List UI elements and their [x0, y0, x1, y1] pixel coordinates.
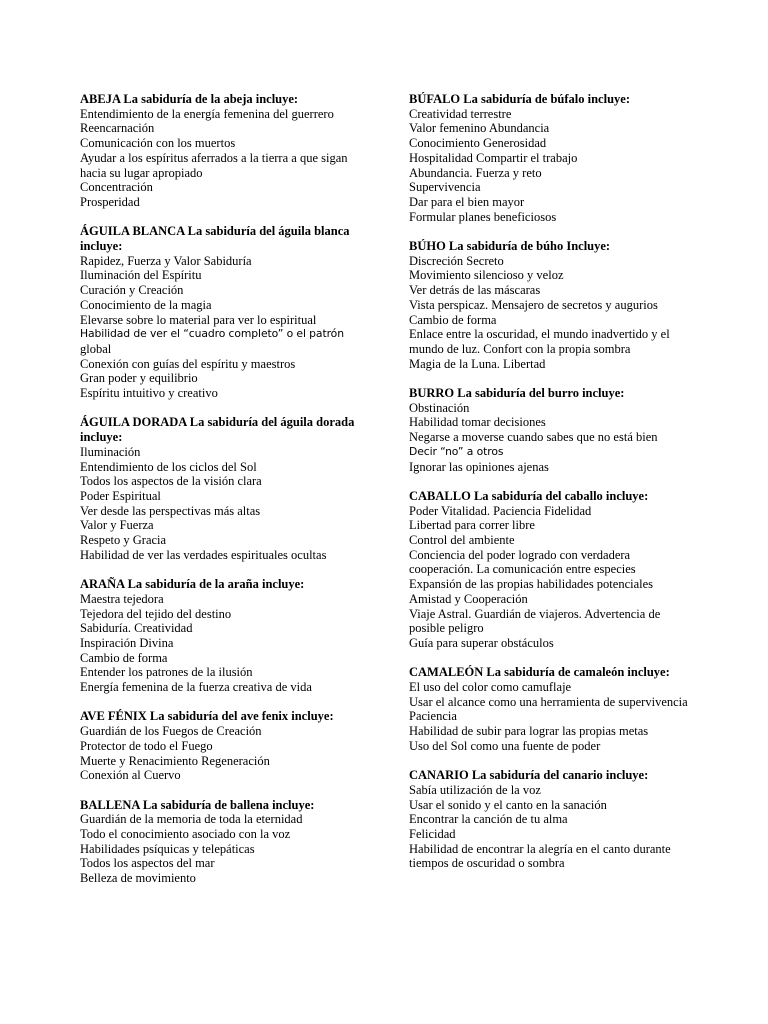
list-item: global — [80, 341, 112, 356]
list-item: hacia su lugar apropiado — [80, 165, 203, 180]
section-title-continued: incluye: — [80, 239, 123, 254]
section-title: ÁGUILA DORADA La sabiduría del águila dorada — [80, 415, 355, 430]
list-item: Cambio de forma — [80, 650, 168, 665]
list-item: Expansión de las propias habilidades potenciales — [409, 577, 654, 592]
list-item: Viaje Astral. Guardián de viajeros. Advertencia de — [409, 606, 661, 621]
section-title: CANARIO La sabiduría del canario incluye: — [409, 768, 649, 783]
list-item: Supervivencia — [409, 180, 481, 195]
list-item: Ver detrás de las máscaras — [409, 283, 541, 298]
section-caballo — [409, 489, 709, 651]
list-item: Guardián de la memoria de toda la eternidad — [80, 812, 303, 827]
list-item: Habilidad de ver las verdades espirituales ocultas — [80, 547, 327, 562]
list-item: Habilidades psíquicas y telepáticas — [80, 841, 255, 856]
list-item: Control del ambiente — [409, 533, 515, 548]
list-item: Iluminación — [80, 444, 141, 459]
list-item: cooperación. La comunicación entre especies — [409, 562, 636, 577]
section-title: ABEJA La sabiduría de la abeja incluye: — [80, 92, 299, 106]
section-title: AVE FÉNIX La sabiduría del ave fenix incluye: — [80, 709, 334, 724]
list-item: Iluminación del Espíritu — [80, 268, 202, 283]
list-item: Magia de la Luna. Libertad — [409, 356, 546, 371]
section-aguila-dorada — [80, 415, 380, 562]
list-item: posible peligro — [409, 621, 484, 636]
section-title: BÚFALO La sabiduría de búfalo incluye: — [409, 92, 630, 106]
list-item: Comunicación con los muertos — [80, 136, 236, 151]
list-item: Paciencia — [409, 709, 457, 724]
list-item: Energía femenina de la fuerza creativa de vida — [80, 680, 312, 695]
list-item: Guía para superar obstáculos — [409, 635, 554, 650]
list-item: Usar el sonido y el canto en la sanación — [409, 797, 607, 812]
list-item: Decir “no” a otros — [409, 444, 504, 458]
list-item: Habilidad de ver el “cuadro completo” o el patrón — [80, 327, 344, 341]
list-item: Habilidad de encontrar la alegría en el canto durante — [409, 841, 671, 856]
list-item: Prosperidad — [80, 194, 140, 209]
list-item: Concentración — [80, 180, 153, 195]
list-item: Discreción Secreto — [409, 253, 504, 268]
section-ave-fenix — [80, 709, 380, 783]
list-item: Protector de todo el Fuego — [80, 738, 213, 753]
list-item: Habilidad de subir para lograr las propias metas — [409, 724, 649, 739]
section-title: BURRO La sabiduría del burro incluye: — [409, 386, 625, 401]
section-abeja — [80, 92, 380, 210]
list-item: Todos los aspectos de la visión clara — [80, 474, 262, 489]
section-camaleon — [409, 665, 709, 753]
section-title: CAMALEÓN La sabiduría de camaleón incluye: — [409, 665, 670, 680]
list-item: Poder Espiritual — [80, 488, 161, 503]
section-title-continued: incluye: — [80, 430, 123, 445]
list-item: Habilidad tomar decisiones — [409, 415, 546, 430]
list-item: Abundancia. Fuerza y reto — [409, 165, 542, 180]
list-item: Entendimiento de la energía femenina del guerrero — [80, 106, 334, 121]
list-item: Libertad para correr libre — [409, 518, 535, 533]
list-item: Uso del Sol como una fuente de poder — [409, 738, 601, 753]
left-column — [80, 92, 380, 901]
list-item: Tejedora del tejido del destino — [80, 606, 232, 621]
list-item: Formular planes beneficiosos — [409, 209, 557, 224]
list-item: Inspiración Divina — [80, 635, 174, 650]
list-item: El uso del color como camuflaje — [409, 680, 572, 695]
list-item: Entender los patrones de la ilusión — [80, 665, 253, 680]
list-item: Elevarse sobre lo material para ver lo espiritual — [80, 312, 317, 327]
list-item: Valor femenino Abundancia — [409, 121, 550, 136]
list-item: Creatividad terrestre — [409, 106, 512, 121]
list-item: Dar para el bien mayor — [409, 194, 525, 209]
section-canario — [409, 768, 709, 871]
list-item: Enlace entre la oscuridad, el mundo inadvertido y el — [409, 327, 670, 342]
list-item: Valor y Fuerza — [80, 518, 154, 533]
list-item: Felicidad — [409, 827, 456, 842]
list-item: Poder Vitalidad. Paciencia Fidelidad — [409, 503, 592, 518]
list-item: Muerte y Renacimiento Regeneración — [80, 753, 270, 768]
section-aguila-blanca — [80, 224, 380, 400]
list-item: Reencarnación — [80, 121, 155, 136]
list-item: Encontrar la canción de tu alma — [409, 812, 568, 827]
list-item: Ver desde las perspectivas más altas — [80, 503, 261, 518]
list-item: tiempos de oscuridad o sombra — [409, 856, 565, 871]
list-item: Respeto y Gracia — [80, 533, 167, 548]
list-item: Conocimiento de la magia — [80, 297, 212, 312]
list-item: Todo el conocimiento asociado con la voz — [80, 827, 291, 842]
list-item: Belleza de movimiento — [80, 871, 196, 886]
section-arana — [80, 577, 380, 695]
list-item: Sabía utilización de la voz — [409, 782, 541, 797]
list-item: Ignorar las opiniones ajenas — [409, 459, 549, 474]
list-item: Obstinación — [409, 400, 470, 415]
list-item: Ayudar a los espíritus aferrados a la tierra a que sigan — [80, 150, 348, 165]
list-item: Sabiduría. Creatividad — [80, 621, 193, 636]
section-burro — [409, 386, 709, 474]
list-item: Hospitalidad Compartir el trabajo — [409, 150, 578, 165]
list-item: Conexión con guías del espíritu y maestros — [80, 356, 296, 371]
list-item: Vista perspicaz. Mensajero de secretos y augurios — [409, 297, 658, 312]
list-item: Conciencia del poder logrado con verdadera — [409, 547, 631, 562]
section-title: BALLENA La sabiduría de ballena incluye: — [80, 797, 315, 812]
list-item: Curación y Creación — [80, 283, 184, 298]
list-item: Amistad y Cooperación — [409, 591, 528, 606]
list-item: Movimiento silencioso y veloz — [409, 268, 564, 283]
list-item: Maestra tejedora — [80, 591, 164, 606]
list-item: Todos los aspectos del mar — [80, 856, 215, 871]
list-item: Usar el alcance como una herramienta de supervivencia — [409, 694, 688, 709]
section-bufalo — [409, 92, 709, 224]
section-title: ÁGUILA BLANCA La sabiduría del águila blanca — [80, 224, 350, 239]
section-title: ARAÑA La sabiduría de la araña incluye: — [80, 577, 305, 592]
list-item: Guardián de los Fuegos de Creación — [80, 724, 262, 739]
section-buho — [409, 239, 709, 371]
list-item: Cambio de forma — [409, 312, 497, 327]
list-item: Gran poder y equilibrio — [80, 371, 198, 386]
section-title: BÚHO La sabiduría de búho Incluye: — [409, 239, 611, 254]
list-item: Conocimiento Generosidad — [409, 136, 547, 151]
list-item: Rapidez, Fuerza y Valor Sabiduría — [80, 253, 252, 268]
list-item: Negarse a moverse cuando sabes que no está bien — [409, 430, 658, 445]
right-column — [409, 92, 709, 886]
list-item: mundo de luz. Confort con la propia sombra — [409, 341, 631, 356]
section-ballena — [80, 798, 380, 886]
section-title: CABALLO La sabiduría del caballo incluye: — [409, 488, 649, 503]
list-item: Conexión al Cuervo — [80, 768, 181, 783]
list-item: Entendimiento de los ciclos del Sol — [80, 459, 257, 474]
list-item: Espíritu intuitivo y creativo — [80, 386, 218, 401]
